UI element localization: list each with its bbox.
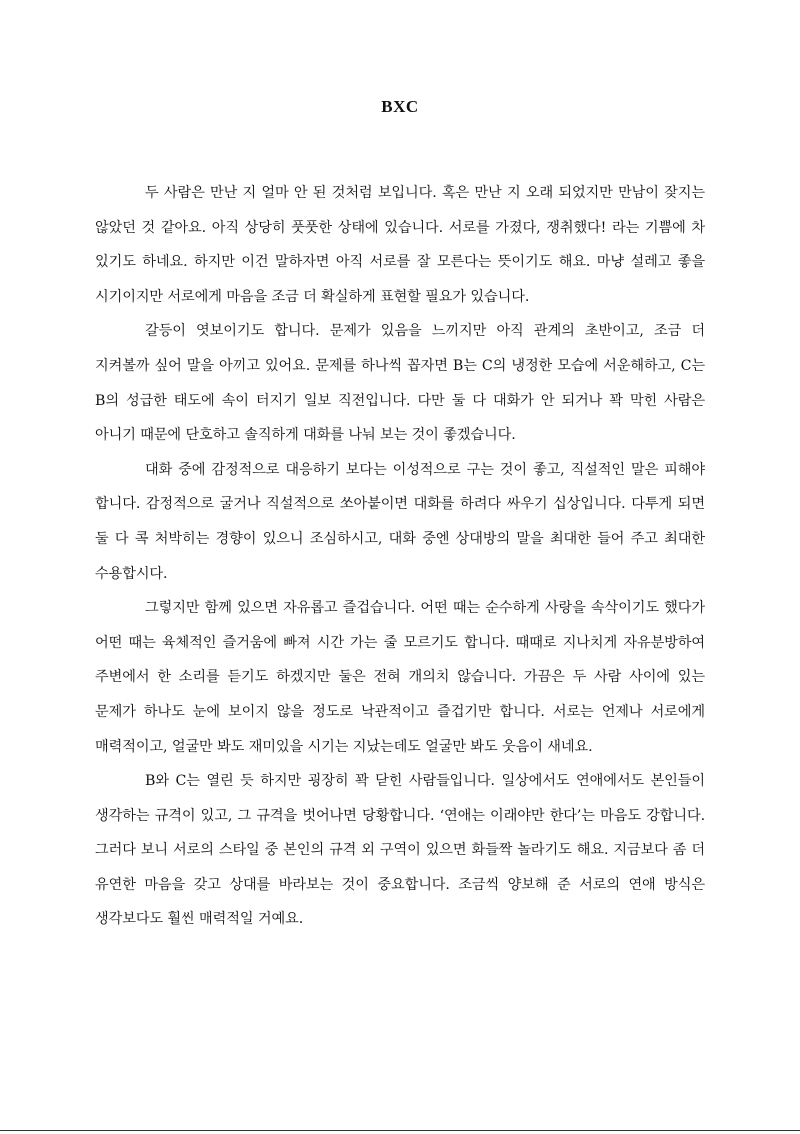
paragraph-5: B와 C는 열린 듯 하지만 굉장히 꽉 닫힌 사람들입니다. 일상에서도 연애에서도 본인들이 생각하는 규격이 있고, 그 규격을 벗어나면 당황합니다. ‘연애는 이래야만 한다’는 마음도 강합니다. 그러다 보니 서로의 스타일 중 본인의 규격 외 구역이 있으면 화들짝 놀라기도 해요. 지금보다 좀 더 유연한 마음을 갖고 상대를 바라보는 것이 중요합니다. 조금씩 양보해 준 서로의 연애 방식은 생각보다도 훨씬 매력적일 거예요. [95, 773, 705, 928]
paragraph-1: 두 사람은 만난 지 얼마 안 된 것처럼 보입니다. 혹은 만난 지 오래 되었지만 만남이 잦지는 않았던 것 같아요. 아직 상당히 풋풋한 상태에 있습니다. 서로를 가졌다, 쟁취했다! 라는 기쁨에 차 있기도 하네요. 하지만 이건 말하자면 아직 서로를 잘 모른다는 뜻이기도 해요. 마냥 설레고 좋을 시기이지만 서로에게 마음을 조금 더 확실하게 표현할 필요가 있습니다. [95, 185, 705, 305]
paragraph-4: 그렇지만 함께 있으면 자유롭고 즐겁습니다. 어떤 때는 순수하게 사랑을 속삭이기도 했다가 어떤 때는 육체적인 즐거움에 빠져 시간 가는 줄 모르기도 합니다. 때때로 지나치게 자유분방하여 주변에서 한 소리를 듣기도 하겠지만 둘은 전혀 개의치 않습니다. 가끔은 두 사람 사이에 있는 문제가 하나도 눈에 보이지 않을 정도로 낙관적이고 즐겁기만 합니다. 서로는 언제나 서로에게 매력적이고, 얼굴만 봐도 재미있을 시기는 지났는데도 얼굴만 봐도 웃음이 새네요. [95, 600, 705, 755]
paragraph-2: 갈등이 엿보이기도 합니다. 문제가 있음을 느끼지만 아직 관계의 초반이고, 조금 더 지켜볼까 싶어 말을 아끼고 있어요. 문제를 하나씩 꼽자면 B는 C의 냉정한 모습에 서운해하고, C는 B의 성급한 태도에 속이 터지기 일보 직전입니다. 다만 둘 다 대화가 안 되거나 꽉 막힌 사람은 아니기 때문에 단호하고 솔직하게 대화를 나눠 보는 것이 좋겠습니다. [95, 323, 705, 444]
document-body [95, 176, 705, 937]
page-bottom-rule [0, 1130, 800, 1131]
paragraph-3: 대화 중에 감정적으로 대응하기 보다는 이성적으로 구는 것이 좋고, 직설적인 말은 피해야 합니다. 감정적으로 굴거나 직설적으로 쏘아붙이면 대화를 하려다 싸우기 십상입니다. 다투게 되면 둘 다 콕 처박히는 경향이 있으니 조심하시고, 대화 중엔 상대방의 말을 최대한 들어 주고 최대한 수용합시다. [95, 461, 705, 582]
document-title: BXC [381, 97, 419, 116]
